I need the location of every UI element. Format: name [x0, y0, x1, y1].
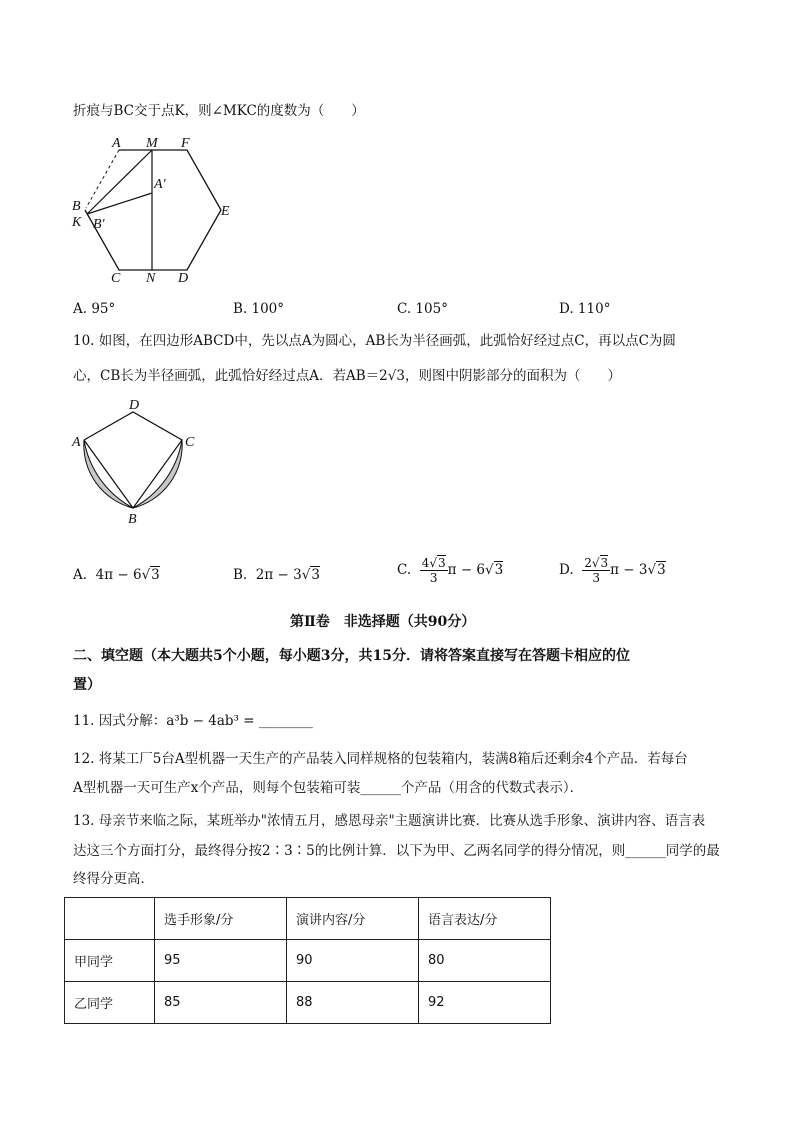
- quad-abcd-outline: [84, 412, 182, 508]
- q13-line2: 达这三个方面打分，最终得分按2∶3∶5的比例计算．以下为甲、乙两名同学的得分情况，则______同学的最: [73, 843, 720, 859]
- label-F: F: [181, 136, 190, 151]
- q12-line1: 12. 将某工厂5台A型机器一天生产的产品装入同样规格的包装箱内，装满8箱后还剩余4个产品．若每台: [73, 751, 688, 767]
- label-A-prime: A′: [154, 177, 166, 192]
- section2-heading-line2: 置）: [73, 677, 101, 693]
- q9-option-c: C. 105°: [397, 301, 448, 317]
- q9-hexagon-figure: [66, 130, 246, 290]
- label-B: B: [128, 512, 137, 527]
- table-cell: 乙同学: [65, 982, 155, 1024]
- q10-option-a: A. 4π − 6√3: [73, 567, 160, 583]
- folded-edge-b-prime-a-prime: [87, 193, 152, 214]
- label-D: D: [178, 271, 189, 286]
- q10-option-d: D. $\frac{2√3}{3}$ π − 3√3: [559, 556, 666, 585]
- table-cell: 80: [419, 940, 551, 982]
- crease-mk: [87, 150, 152, 214]
- table-cell: 85: [155, 982, 287, 1024]
- label-A: A: [72, 435, 81, 450]
- label-B: B: [72, 199, 81, 214]
- label-M: M: [146, 136, 158, 151]
- q12-line2: A型机器一天可生产x个产品，则每个包装箱可装______个产品（用含的代数式表示）．: [73, 780, 584, 796]
- q10-figure: [66, 396, 206, 546]
- label-K: K: [72, 215, 82, 230]
- q9-stem-text: 折痕与BC交于点K，则∠MKC的度数为（ ）: [73, 103, 365, 119]
- table-header-cell: [65, 898, 155, 940]
- label-B-prime: B′: [93, 217, 105, 232]
- part2-title: 第Ⅱ卷 非选择题（共90分）: [290, 614, 476, 630]
- label-C: C: [111, 271, 121, 286]
- table-cell: 88: [287, 982, 419, 1024]
- section2-heading-line1: 二、填空题（本大题共5个小题，每小题3分，共15分．请将答案直接写在答题卡相应的位: [73, 648, 630, 664]
- table-row: [65, 940, 551, 982]
- q9-option-b: B. 100°: [233, 301, 285, 317]
- q10-option-c: C. $\frac{4√3}{3}$ π − 6√3: [397, 556, 504, 585]
- q10-option-b: B. 2π − 3√3: [233, 567, 320, 583]
- table-cell: 90: [287, 940, 419, 982]
- label-D: D: [129, 398, 140, 413]
- hexagon-outline: [85, 150, 221, 270]
- score-table: [64, 897, 551, 1024]
- table-header-row: [65, 898, 551, 940]
- table-cell: 92: [419, 982, 551, 1024]
- table-cell: 95: [155, 940, 287, 982]
- q10-stem-line1: 10. 如图，在四边形ABCD中，先以点A为圆心，AB长为半径画弧，此弧恰好经过点C，再以点C为圆: [73, 333, 676, 349]
- label-C: C: [185, 435, 195, 450]
- label-E: E: [221, 204, 230, 219]
- q9-option-d: D. 110°: [559, 301, 611, 317]
- label-N: N: [146, 271, 156, 286]
- q9-stem-tail: [73, 101, 365, 121]
- label-A: A: [112, 136, 121, 151]
- table-row: [65, 982, 551, 1024]
- table-cell: 甲同学: [65, 940, 155, 982]
- q10-stem-line2: 心，CB长为半径画弧，此弧恰好经过点A．若AB＝2√3，则图中阴影部分的面积为（ ）: [73, 368, 621, 384]
- table-header-cell: 选手形象/分: [155, 898, 287, 940]
- table-header-cell: 语言表达/分: [419, 898, 551, 940]
- q9-option-a: A. 95°: [73, 301, 116, 317]
- table-header-cell: 演讲内容/分: [287, 898, 419, 940]
- q13-line1: 13. 母亲节来临之际，某班举办"浓情五月，感恩母亲"主题演讲比赛．比赛从选手形象、演讲内容、语言表: [73, 813, 706, 829]
- q11: 11. 因式分解：a³b − 4ab³ = ________: [73, 713, 313, 729]
- q13-line3: 终得分更高．: [73, 871, 154, 887]
